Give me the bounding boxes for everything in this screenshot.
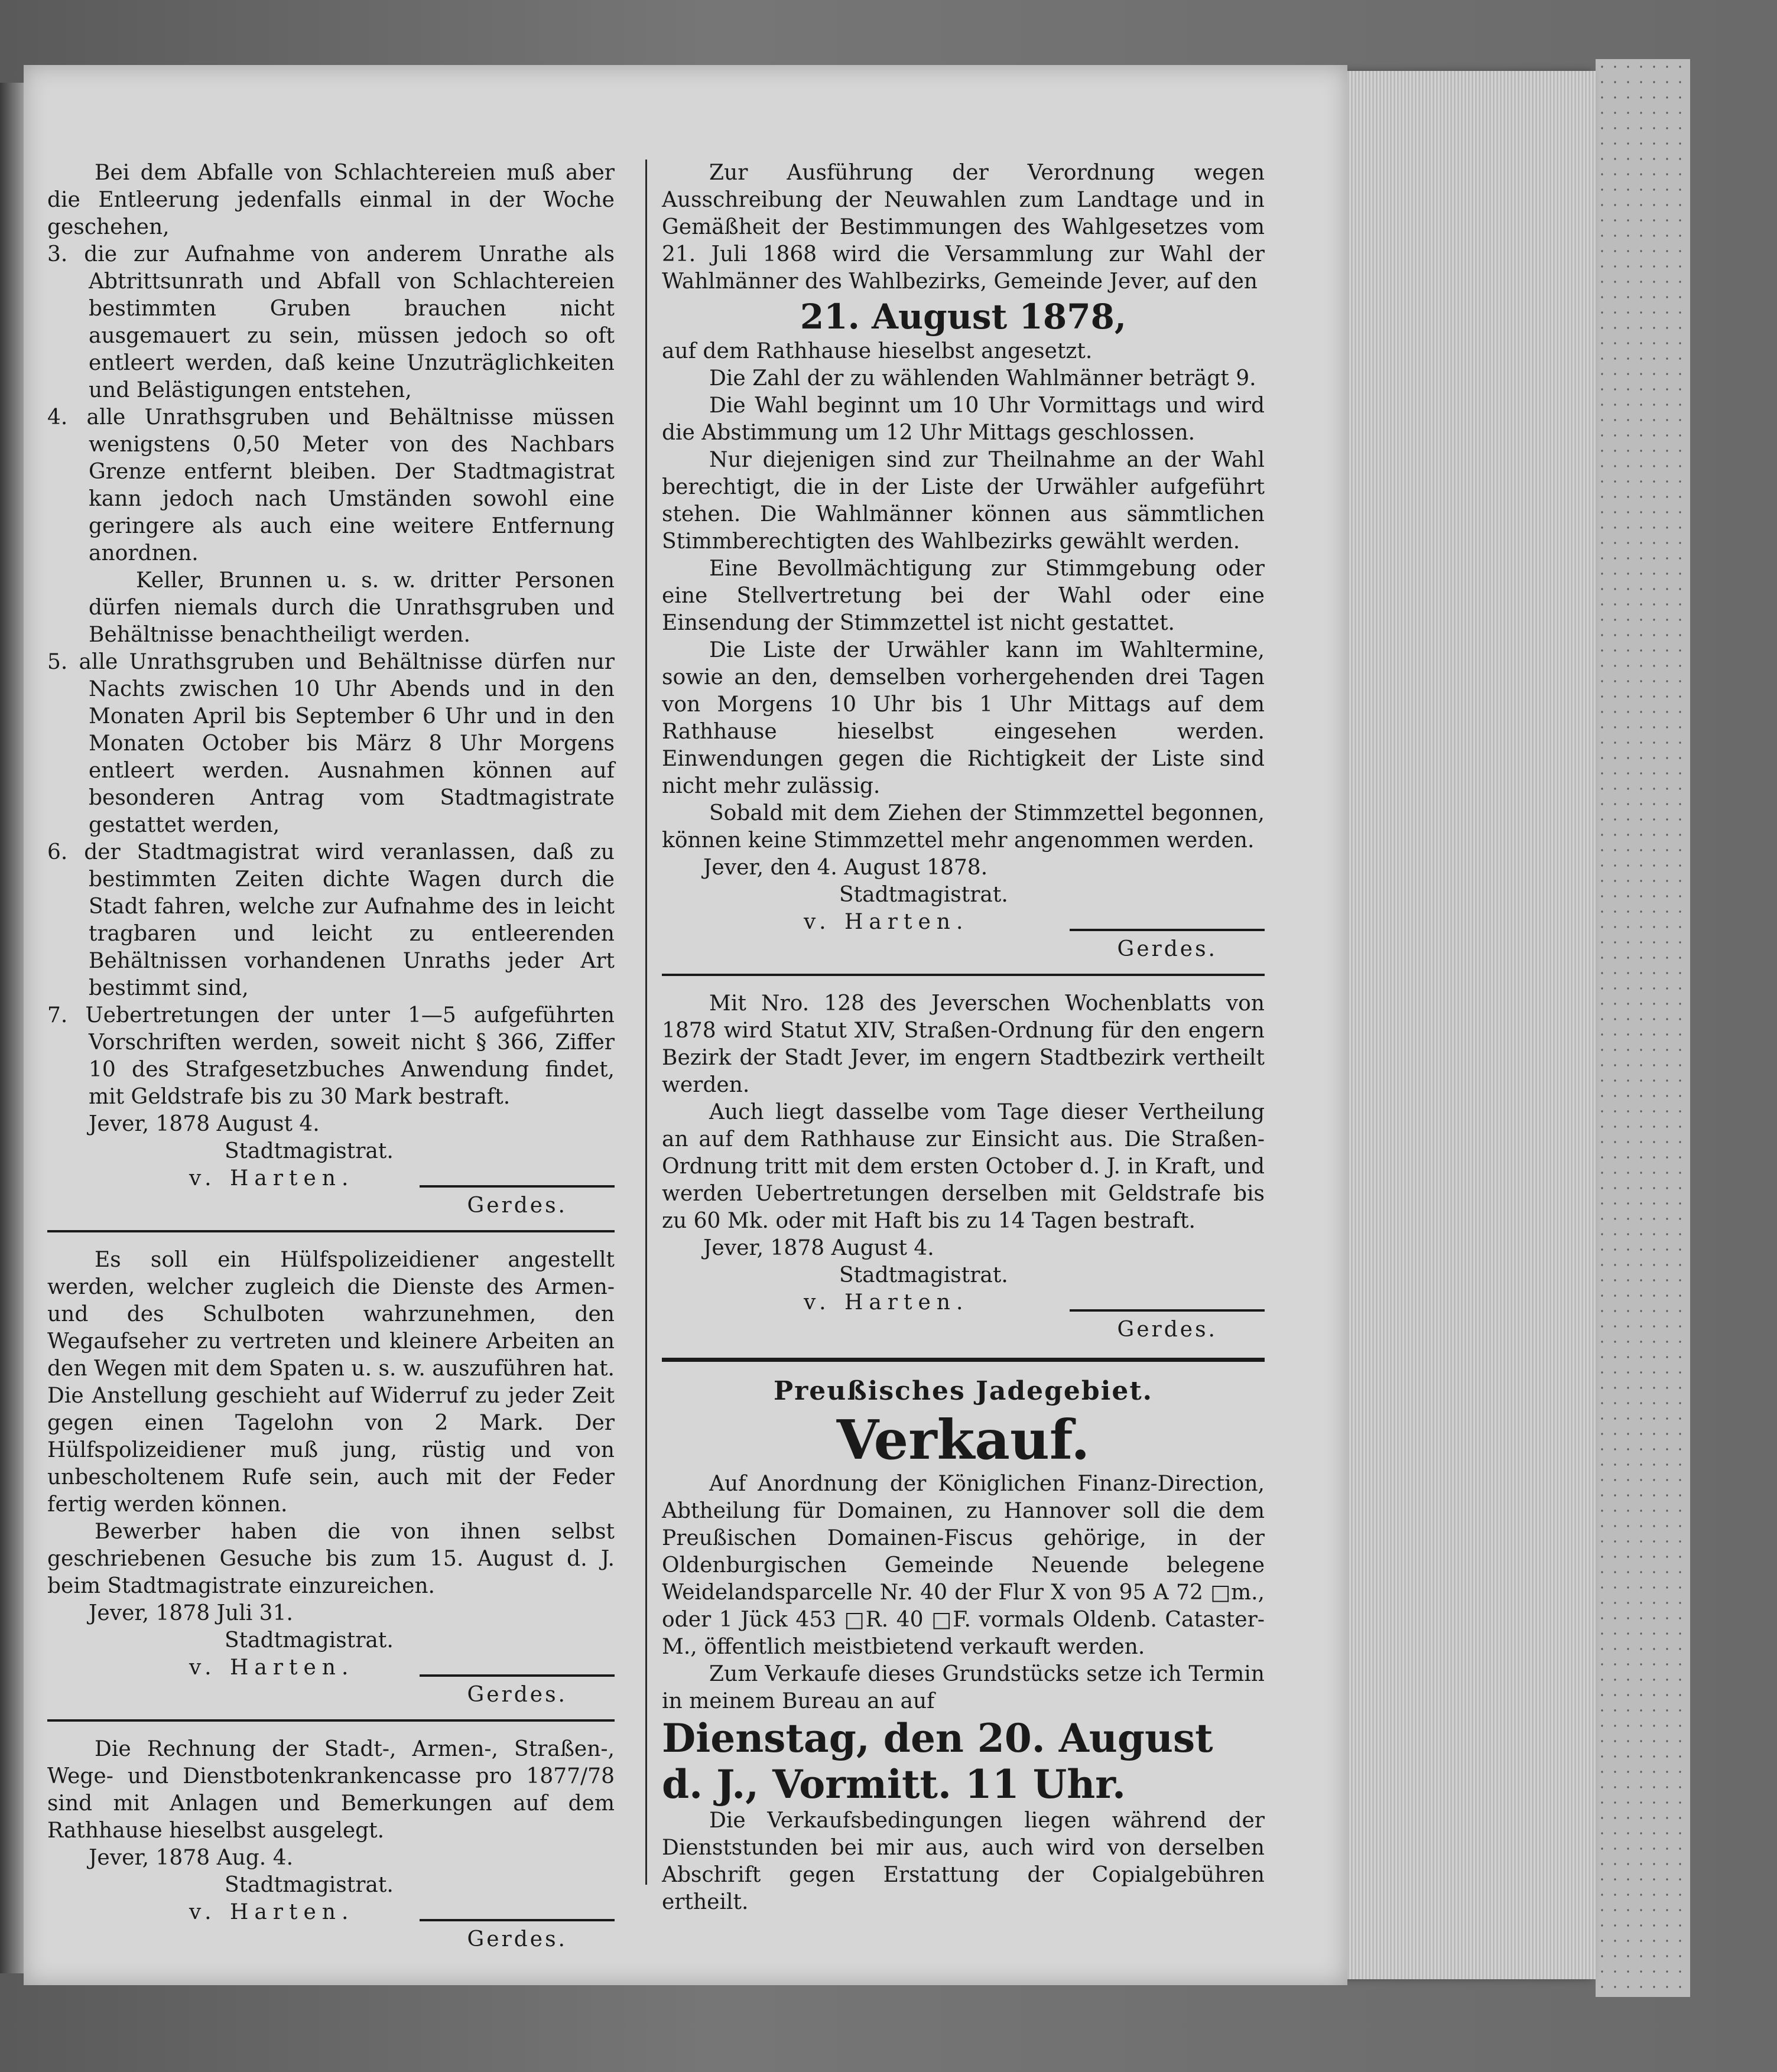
paragraph: Die Rechnung der Stadt-, Armen-, Straßen-, Wege- und Dienstbotenkrankencasse pro 1877/78 sind mit Anlagen und Bemerkungen auf dem Rathhause hieselbst ausgelegt.	[47, 1737, 615, 1843]
paragraph: Die Wahl beginnt um 10 Uhr Vormittags und wird die Abstimmung um 12 Uhr Mittags geschlossen.	[662, 393, 1265, 445]
signature-row	[662, 1289, 1265, 1316]
paragraph: Mit Nro. 128 des Jeverschen Wochenblatts von 1878 wird Statut XIV, Straßen-Ordnung für den engern Bezirk der Stadt Jever, im engern Stadtbezirk vertheilt werden.	[662, 991, 1265, 1097]
book-cover	[1596, 59, 1690, 1997]
date-line: Jever, 1878 Juli 31.	[89, 1601, 293, 1625]
paragraph: Die Verkaufsbedingungen liegen während der Dienststunden bei mir aus, auch wird von derselben Abschrift gegen Erstattung der Copialgebühren ertheilt.	[662, 1808, 1265, 1914]
countersign-name: Gerdes.	[467, 1683, 567, 1707]
auction-time: d. J., Vormitt. 11 Uhr.	[662, 1761, 1126, 1807]
countersign-name: Gerdes.	[1117, 1318, 1217, 1342]
paragraph: Die Zahl der zu wählenden Wahlmänner beträgt 9.	[709, 366, 1256, 391]
list-item: 4. alle Unrathsgruben und Behältnisse müssen wenigstens 0,50 Meter von des Nachbars Grenze entfernt bleiben. Der Stadtmagistrat kann jedoch nach Umständen sowohl eine geringere als auch eine weitere Entfernung anordnen.	[47, 405, 615, 565]
notice-accounts	[47, 1736, 615, 1953]
signature-row	[47, 1165, 615, 1192]
paragraph: Bewerber haben die von ihnen selbst geschriebenen Gesuche bis zum 15. August d. J. beim Stadtmagistrate einzureichen.	[47, 1520, 615, 1598]
office-name: Stadtmagistrat.	[225, 1139, 394, 1163]
office-name: Stadtmagistrat.	[839, 1263, 1008, 1287]
notice-sanitation	[47, 160, 615, 1219]
paragraph: Auf Anordnung der Königlichen Finanz-Direction, Abtheilung für Domainen, zu Hannover soll die dem Preußischen Domainen-Fiscus gehörige, in der Oldenburgischen Gemeinde Neuende belegene Weidelandsparcelle Nr. 40 der Flur X von 95 A 72 □m., oder 1 Jück 453 □R. 40 □F. vormals Oldenb. Cataster-M., öffentlich meistbietend verkauft werden.	[662, 1472, 1265, 1659]
signature-row	[47, 1654, 615, 1681]
separator	[47, 1719, 615, 1722]
date-line: Jever, 1878 August 4.	[703, 1236, 934, 1260]
paragraph: Es soll ein Hülfspolizeidiener angestellt werden, welcher zugleich die Dienste des Armen- und des Schulboten wahrzunehmen, den Wegaufseher zu vertreten und kleinere Arbeiten an den Wegen mit dem Spaten u. s. w. auszuführen hat. Die Anstellung geschieht auf Widerruf zu jeder Zeit gegen einen Tagelohn von 2 Mark. Der Hülfspolizeidiener muß jung, rüstig und von unbescholtenem Rufe sein, auch mit der Feder fertig werden können.	[47, 1248, 615, 1517]
column-divider	[645, 160, 647, 1885]
countersign-name: Gerdes.	[467, 1927, 567, 1951]
paragraph: Keller, Brunnen u. s. w. dritter Personen dürfen niemals durch die Unrathsgruben und Behältnisse benachtheiligt werden.	[89, 568, 615, 647]
countersign-name: Gerdes.	[467, 1193, 567, 1218]
notice-election	[662, 160, 1265, 963]
separator	[662, 974, 1265, 976]
signature-row	[47, 1899, 615, 1926]
office-name: Stadtmagistrat.	[839, 883, 1008, 907]
paragraph: Zur Ausführung der Verordnung wegen Ausschreibung der Neuwahlen zum Landtage und in Gemäßheit der Bestimmungen des Wahlgesetzes vom 21. Juli 1868 wird die Versammlung zur Wahl der Wahlmänner des Wahlbezirks, Gemeinde Jever, auf den	[662, 161, 1265, 294]
paragraph: Nur diejenigen sind zur Theilnahme an der Wahl berechtigt, die in der Liste der Urwähler aufgeführt stehen. Die Wahlmänner können aus sämmtlichen Stimmberechtigten des Wahlbezirks gewählt werden.	[662, 448, 1265, 554]
list-item: 6. der Stadtmagistrat wird veranlassen, daß zu bestimmten Zeiten dichte Wagen durch die Stadt fahren, welche zur Aufnahme des in leicht tragbaren und leicht zu entleerenden Behältnissen vorhandenen Unraths jeder Art bestimmt sind,	[47, 840, 615, 1000]
signatory-name: v. Harten.	[189, 1655, 355, 1680]
office-name: Stadtmagistrat.	[225, 1628, 394, 1653]
separator	[47, 1230, 615, 1232]
paragraph: auf dem Rathhause hieselbst angesetzt.	[662, 339, 1093, 363]
separator-thick	[662, 1358, 1265, 1362]
countersign-name: Gerdes.	[1117, 937, 1217, 961]
region-heading: Preußisches Jadegebiet.	[774, 1376, 1153, 1406]
page-edges	[1341, 71, 1596, 1979]
signature-line	[1070, 1309, 1265, 1312]
paragraph: Sobald mit dem Ziehen der Stimmzettel begonnen, können keine Stimmzettel mehr angenommen werden.	[662, 801, 1265, 853]
paragraph: Zum Verkaufe dieses Grundstücks setze ich Termin in meinem Bureau an auf	[662, 1662, 1265, 1713]
paragraph: Die Liste der Urwähler kann im Wahltermine, sowie an den, demselben vorhergehenden drei Tagen von Morgens 10 Uhr bis 1 Uhr Mittags auf dem Rathhause hieselbst eingesehen werden. Einwendungen gegen die Richtigkeit der Liste sind nicht mehr zulässig.	[662, 638, 1265, 798]
list-item: 3. die zur Aufnahme von anderem Unrathe als Abtrittsunrath und Abfall von Schlachtereien bestimmten Gruben brauchen nicht ausgemauert zu sein, müssen jedoch so oft entleert werden, daß keine Unzuträglichkeiten und Belästigungen entstehen,	[47, 242, 615, 402]
signatory-name: v. Harten.	[804, 910, 969, 934]
notice-police-assistant	[47, 1247, 615, 1709]
date-line: Jever, 1878 August 4.	[89, 1112, 320, 1136]
left-column	[47, 160, 615, 1953]
signatory-name: v. Harten.	[189, 1166, 355, 1190]
right-column	[662, 160, 1265, 1916]
auction-date: Dienstag, den 20. August	[662, 1715, 1213, 1761]
left-page-edge	[0, 83, 24, 1973]
signature-line	[420, 1185, 615, 1188]
signatory-name: v. Harten.	[189, 1900, 355, 1924]
list-item: 5. alle Unrathsgruben und Behältnisse dürfen nur Nachts zwischen 10 Uhr Abends und in den Monaten April bis September 6 Uhr und in den Monaten October bis März 8 Uhr Morgens entleert werden. Ausnahmen können auf besonderen Antrag vom Stadtmagistrate gestattet werden,	[47, 650, 615, 837]
signature-line	[420, 1674, 615, 1677]
sale-title: Verkauf.	[836, 1408, 1090, 1472]
signature-line	[1070, 929, 1265, 931]
date-line: Jever, den 4. August 1878.	[703, 856, 988, 880]
paragraph: Auch liegt dasselbe vom Tage dieser Vertheilung an auf dem Rathhause zur Einsicht aus. Die Straßen-Ordnung tritt mit dem ersten October d. J. in Kraft, und werden Uebertretungen derselben mit Geldstrafe bis zu 60 Mk. oder mit Haft bis zu 14 Tagen bestraft.	[662, 1100, 1265, 1233]
paragraph: Eine Bevollmächtigung zur Stimmgebung oder eine Stellvertretung bei der Wahl oder eine Einsendung der Stimmzettel ist nicht gestattet.	[662, 557, 1265, 635]
signature-row	[662, 909, 1265, 936]
paragraph: Bei dem Abfalle von Schlachtereien muß aber die Entleerung jedenfalls einmal in der Woche geschehen,	[47, 161, 615, 239]
election-date: 21. August 1878,	[800, 297, 1127, 337]
notice-sale	[662, 1374, 1265, 1916]
office-name: Stadtmagistrat.	[225, 1873, 394, 1897]
list-item: 7. Uebertretungen der unter 1—5 aufgeführten Vorschriften werden, soweit nicht § 366, Ziffer 10 des Strafgesetzbuches Anwendung findet, mit Geldstrafe bis zu 30 Mark bestraft.	[47, 1003, 615, 1109]
notice-street-ordinance	[662, 990, 1265, 1344]
signature-line	[420, 1919, 615, 1921]
signatory-name: v. Harten.	[804, 1290, 969, 1315]
date-line: Jever, 1878 Aug. 4.	[89, 1846, 294, 1870]
